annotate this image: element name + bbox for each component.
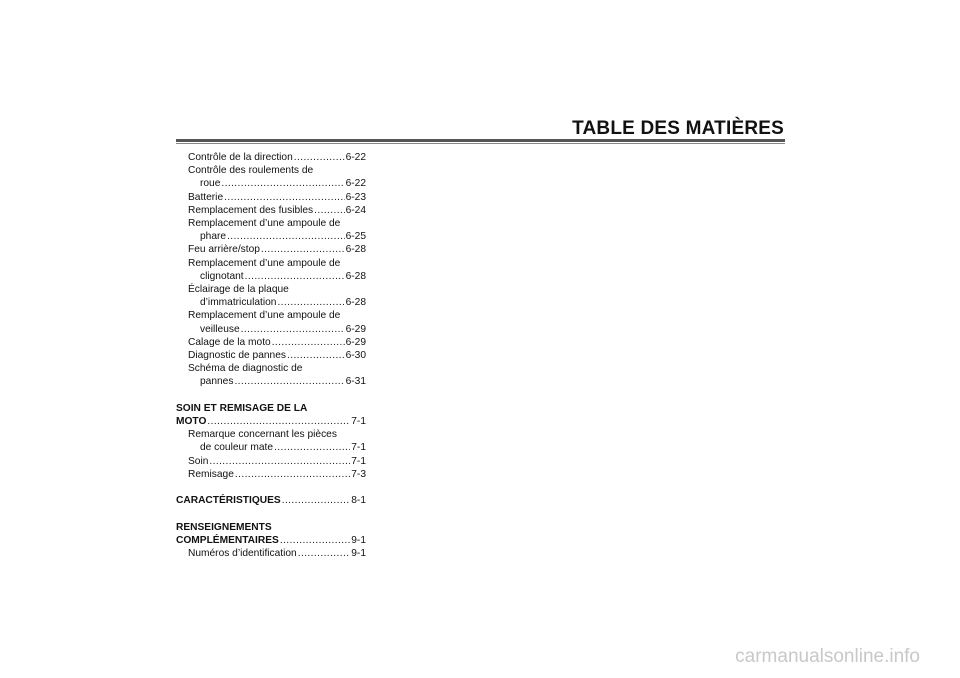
toc-page-number: 6-25 bbox=[345, 231, 366, 243]
toc-entry-label[interactable]: Remplacement d’une ampoule de bbox=[188, 310, 341, 322]
toc-page-number: 7-1 bbox=[351, 416, 366, 428]
toc-page-number: 6-24 bbox=[345, 204, 366, 216]
toc-section-title: CARACTÉRISTIQUES bbox=[176, 495, 281, 507]
toc-page-number: 7-1 bbox=[351, 442, 366, 454]
toc-section-entry[interactable] bbox=[176, 415, 366, 428]
toc-section-title[interactable]: RENSEIGNEMENTS bbox=[176, 521, 272, 533]
toc-entry[interactable] bbox=[176, 323, 366, 336]
toc-entry-label: Numéros d’identification bbox=[188, 548, 297, 560]
toc-entry[interactable] bbox=[176, 336, 366, 349]
toc-entry-label[interactable]: Schéma de diagnostic de bbox=[188, 363, 303, 375]
toc-section-entry[interactable] bbox=[176, 494, 366, 507]
toc-page-number: 6-29 bbox=[345, 336, 366, 348]
toc-page-number: 6-28 bbox=[345, 270, 366, 282]
toc-entry-label[interactable]: Contrôle des roulements de bbox=[188, 165, 314, 177]
toc-page-number: 6-29 bbox=[345, 323, 366, 335]
toc-page-number: 6-23 bbox=[345, 191, 366, 203]
toc-entry-label: Remisage bbox=[188, 468, 234, 480]
table-of-contents bbox=[176, 151, 366, 560]
toc-entry-label: Soin bbox=[188, 455, 209, 467]
page-title: TABLE DES MATIÈRES bbox=[572, 118, 784, 139]
toc-entry-label: Calage de la moto bbox=[188, 336, 271, 348]
toc-page-number: 6-30 bbox=[345, 350, 366, 362]
toc-section-title[interactable]: SOIN ET REMISAGE DE LA bbox=[176, 402, 308, 414]
toc-entry[interactable] bbox=[176, 243, 366, 256]
toc-entry-label: Diagnostic de pannes bbox=[188, 350, 286, 362]
watermark: carmanualsonline.info bbox=[735, 646, 920, 667]
toc-page-number: 9-1 bbox=[351, 548, 366, 560]
toc-entry-label[interactable]: Éclairage de la plaque bbox=[188, 284, 289, 296]
toc-entry[interactable] bbox=[176, 230, 366, 243]
toc-page-number: 6-31 bbox=[345, 376, 366, 388]
toc-entry[interactable] bbox=[176, 468, 366, 481]
toc-page-number: 7-1 bbox=[351, 455, 366, 467]
toc-entry[interactable] bbox=[176, 455, 366, 468]
toc-entry-label-cont: de couleur mate bbox=[200, 442, 274, 454]
toc-entry-label[interactable]: Remarque concernant les pièces bbox=[188, 429, 337, 441]
toc-page-number: 9-1 bbox=[351, 534, 366, 546]
toc-page-number: 6-22 bbox=[345, 178, 366, 190]
toc-entry-label-cont: clignotant bbox=[200, 270, 244, 282]
toc-entry-label[interactable]: Remplacement d’une ampoule de bbox=[188, 218, 341, 230]
toc-entry-label[interactable]: Remplacement d’une ampoule de bbox=[188, 257, 341, 269]
toc-entry[interactable] bbox=[176, 270, 366, 283]
toc-entry[interactable] bbox=[176, 296, 366, 309]
toc-entry-label-cont: phare bbox=[200, 231, 227, 243]
toc-page-number: 7-3 bbox=[351, 468, 366, 480]
toc-section-title-cont: COMPLÉMENTAIRES bbox=[176, 534, 279, 546]
toc-entry-label-cont: roue bbox=[200, 178, 221, 190]
toc-entry-label-cont: d’immatriculation bbox=[200, 297, 277, 309]
header-divider bbox=[176, 139, 785, 142]
toc-page-number: 8-1 bbox=[351, 495, 366, 507]
toc-entry[interactable] bbox=[176, 191, 366, 204]
toc-page-number: 6-22 bbox=[345, 152, 366, 163]
toc-entry-label: Feu arrière/stop bbox=[188, 244, 260, 256]
header-divider-thin bbox=[176, 143, 785, 144]
toc-entry[interactable] bbox=[176, 349, 366, 362]
toc-entry[interactable] bbox=[176, 204, 366, 217]
toc-entry-label: Contrôle de la direction bbox=[188, 152, 293, 163]
toc-section-entry[interactable] bbox=[176, 534, 366, 547]
toc-entry-label-cont: veilleuse bbox=[200, 323, 240, 335]
toc-section-title-cont: MOTO bbox=[176, 416, 207, 428]
toc-entry[interactable] bbox=[176, 151, 366, 164]
toc-page-number: 6-28 bbox=[345, 244, 366, 256]
toc-entry[interactable] bbox=[176, 547, 366, 560]
toc-entry[interactable] bbox=[176, 375, 366, 388]
toc-page-number: 6-28 bbox=[345, 297, 366, 309]
toc-entry[interactable] bbox=[176, 177, 366, 190]
toc-entry-label-cont: pannes bbox=[200, 376, 234, 388]
toc-entry-label: Batterie bbox=[188, 191, 224, 203]
toc-entry[interactable] bbox=[176, 441, 366, 454]
toc-entry-label: Remplacement des fusibles bbox=[188, 204, 314, 216]
